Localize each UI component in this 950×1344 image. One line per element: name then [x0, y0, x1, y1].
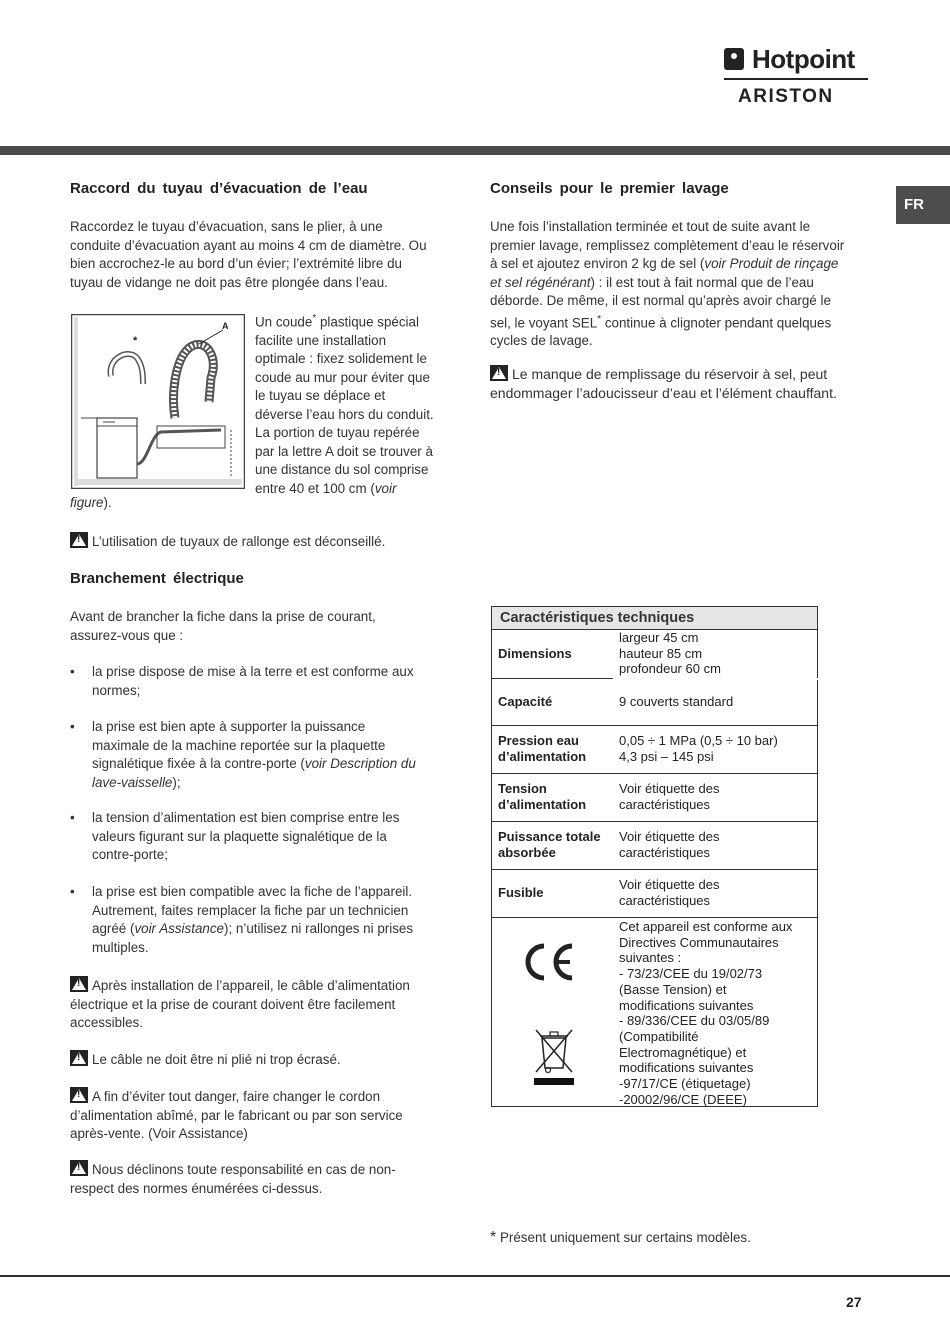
table-row	[492, 630, 817, 679]
text-line: déborde. De même, il est normal qu’après avoir chargé le	[490, 293, 831, 308]
warning-icon	[70, 1087, 88, 1103]
spec-label-line: Capacité	[498, 694, 553, 709]
list-item	[70, 718, 472, 792]
warning-text: Après installation de l’appareil, le câble d’alimentation	[92, 978, 410, 993]
compliance-line: (Compatibilité	[619, 1028, 699, 1044]
table-row	[492, 679, 817, 726]
text-span: ).	[103, 495, 112, 510]
spec-value	[619, 694, 733, 710]
text-span: signalétique fixée à la contre-porte (	[92, 756, 305, 771]
figure-caption-end	[70, 494, 112, 513]
table-row	[492, 822, 817, 870]
figure-star-label: *	[133, 335, 138, 347]
warning-icon	[70, 976, 88, 992]
compliance-line: modifications suivantes	[619, 997, 754, 1013]
compliance-line: -97/17/CE (étiquetage)	[619, 1076, 751, 1092]
text-line: par la lettre A doit se trouver à	[255, 443, 433, 459]
spec-value-line: 9 couverts standard	[619, 694, 734, 709]
spec-label-line: Fusible	[498, 885, 544, 900]
table-row	[492, 726, 817, 774]
warning-cable	[70, 1050, 460, 1070]
compliance-line: Directives Communautaires	[619, 934, 779, 950]
text-line	[490, 255, 880, 274]
spec-label-line: Dimensions	[498, 646, 572, 661]
spec-label-line: d’alimentation	[498, 797, 587, 812]
warning-icon	[70, 1050, 88, 1066]
compliance-line: -20002/96/CE (DEEE)	[619, 1091, 747, 1107]
drain-paragraph	[70, 218, 460, 292]
spec-value-line: profondeur 60 cm	[619, 661, 721, 677]
compliance-line: - 73/23/CEE du 19/02/73	[619, 966, 763, 982]
text-span: à sel et ajoutez environ 2 kg de sel (	[490, 256, 705, 271]
text-line: • la prise est bien compatible avec la fiche de l’appareil.	[92, 884, 413, 899]
text-span: );	[172, 774, 181, 790]
spec-label	[498, 733, 586, 765]
warning-text: L’utilisation de tuyaux de rallonge est déconseillé.	[92, 534, 386, 549]
figure-reference: voir	[374, 480, 397, 496]
logo-subbrand: ARISTON	[738, 86, 834, 107]
warning-text: Nous déclinons toute responsabilité en cas de non-	[92, 1162, 396, 1177]
text-line	[70, 1087, 460, 1107]
text-line: valeurs figurant sur la plaquette signalétique de la	[92, 828, 387, 844]
text-line: accessibles.	[70, 1015, 143, 1030]
text-line: contre-porte;	[92, 847, 168, 862]
warning-text: A fin d’éviter tout danger, faire changer le cordon	[92, 1089, 381, 1104]
reference-link: voir Assistance	[134, 921, 224, 936]
text-line	[70, 1160, 460, 1180]
warning-icon	[70, 532, 88, 548]
spec-value-line: Voir étiquette des	[619, 781, 720, 796]
text-line: premier lavage, remplissez complètement d’eau le réservoir	[490, 237, 845, 253]
table-row-compliance	[492, 918, 817, 1106]
ce-mark-icon	[520, 942, 576, 982]
warning-icon	[70, 1160, 88, 1176]
spec-label-line: Puissance totale	[498, 829, 601, 844]
spec-value-line: largeur 45 cm	[619, 630, 699, 645]
text-line: maximale de la machine reportée sur la plaquette	[92, 737, 386, 753]
figure-caption	[255, 310, 455, 498]
warning-cord	[70, 1087, 460, 1144]
warning-text: Le manque de remplissage du réservoir à sel, peut	[512, 366, 828, 382]
text-line	[490, 274, 880, 293]
spec-value-line: caractéristiques	[619, 796, 711, 812]
spec-value-line: Voir étiquette des	[619, 829, 720, 844]
compliance-line: modifications suivantes	[619, 1060, 754, 1076]
text-span: sel, le voyant SEL	[490, 314, 598, 330]
text-line: bien accrochez-le au bord d’un évier; l’extrémité libre du	[70, 256, 402, 271]
section-title-electrical: Branchement électrique	[70, 570, 244, 587]
page-number: 27	[846, 1294, 862, 1310]
text-line: La portion de tuyau repérée	[255, 425, 420, 441]
reference-link: et sel régénérant	[490, 274, 591, 290]
header-bar	[0, 146, 950, 155]
warning-icon	[490, 365, 508, 381]
table-row	[492, 870, 817, 918]
footnote-text: Présent uniquement sur certains modèles.	[499, 1230, 751, 1245]
logo-brand: Hotpoint	[752, 44, 855, 74]
spec-value-line: 0,05 ÷ 1 MPa (0,5 ÷ 10 bar)	[619, 733, 778, 748]
text-span: agréé (	[92, 921, 135, 936]
text-line: cycles de lavage.	[490, 333, 593, 349]
text-line: coude au mur pour éviter que	[255, 369, 430, 385]
list-item	[70, 663, 472, 700]
spec-label-line: Pression eau	[498, 733, 579, 748]
list-item	[70, 809, 472, 865]
text-line: électrique et la prise de courant doivent être facilement	[70, 996, 396, 1012]
spec-value-line: caractéristiques	[619, 892, 711, 908]
text-line: après-vente. (Voir Assistance)	[70, 1126, 248, 1141]
text-line	[70, 976, 460, 996]
logo-mark-icon	[724, 48, 744, 70]
warning-salt	[490, 365, 890, 402]
text-line: optimale : fixez solidement le	[255, 351, 427, 367]
text-line: • la prise dispose de mise à la terre et est conforme aux	[92, 664, 414, 679]
text-line: facilite une installation	[255, 332, 387, 348]
spec-value	[619, 781, 719, 812]
reference-link: voir Produit de rinçage	[704, 256, 839, 271]
warning-accessible	[70, 976, 460, 1033]
reference-link: lave-vaisselle	[92, 774, 173, 790]
warning-liability	[70, 1160, 460, 1198]
spec-label	[498, 781, 586, 813]
text-line: • la tension d’alimentation est bien comprise entre les	[92, 810, 400, 825]
spec-value	[619, 877, 719, 908]
text-line: une distance du sol comprise	[255, 462, 429, 478]
logo-divider	[724, 78, 868, 80]
asterisk: *	[490, 1229, 497, 1246]
spec-value	[619, 829, 719, 860]
text-line: normes;	[92, 682, 141, 698]
spec-value-line: Voir étiquette des	[619, 877, 720, 892]
electrical-intro	[70, 608, 460, 645]
text-line	[255, 480, 455, 499]
compliance-line: Electromagnétique) et	[619, 1044, 747, 1060]
footer-rule	[0, 1275, 950, 1277]
figure-reference: figure	[70, 495, 104, 510]
table-row	[492, 774, 817, 822]
figure-a-label: A	[222, 321, 229, 331]
text-line	[490, 365, 890, 384]
spec-value-line: caractéristiques	[619, 844, 711, 860]
table-title: Caractéristiques techniques	[492, 607, 817, 630]
spec-label-line: d’alimentation	[498, 749, 587, 764]
text-line: déverse l’eau hors du conduit.	[255, 406, 434, 422]
asterisk: *	[597, 313, 602, 325]
text-line	[92, 755, 472, 774]
warning-text: Le câble ne doit être ni plié ni trop écrasé.	[92, 1052, 341, 1067]
text-span: ) : il est tout à fait normal que de l’eau	[590, 274, 814, 290]
compliance-line: suivantes :	[619, 950, 682, 966]
hotpoint-ariston-logo	[724, 44, 870, 110]
footnote	[490, 1229, 890, 1248]
text-line	[92, 774, 472, 793]
section-title-first-wash: Conseils pour le premier lavage	[490, 180, 729, 197]
spec-label	[498, 646, 572, 662]
hose-illustration-icon	[71, 314, 245, 489]
compliance-line: Cet appareil est conforme aux	[619, 919, 793, 934]
text-line: respect des normes énumérées ci-dessus.	[70, 1180, 323, 1196]
spec-value-line: 4,3 psi – 145 psi	[619, 748, 714, 764]
spec-label	[498, 885, 544, 901]
warning-extension	[70, 532, 460, 552]
text-line: d’alimentation abîmé, par le fabricant ou par son service	[70, 1107, 403, 1123]
text-line: Raccordez le tuyau d’évacuation, sans le plier, à une	[70, 219, 383, 234]
compliance-line: - 89/336/CEE du 03/05/89	[619, 1013, 770, 1029]
text-line: conduite d’évacuation ayant au moins 4 cm de diamètre. Ou	[70, 237, 427, 253]
reference-link: voir Description du	[304, 756, 416, 771]
section-title-drain: Raccord du tuyau d’évacuation de l’eau	[70, 180, 368, 197]
text-line	[255, 310, 455, 332]
spec-label	[498, 694, 552, 710]
language-tab: FR	[896, 186, 950, 224]
technical-specs-table	[491, 606, 818, 1107]
text-line: multiples.	[92, 939, 149, 955]
text-line	[490, 311, 880, 333]
text-line: Autrement, faites remplacer la fiche par un technicien	[92, 902, 409, 918]
text-span: entre 40 et 100 cm (	[255, 480, 375, 496]
spec-label-line: absorbée	[498, 845, 556, 860]
spec-value-line: hauteur 85 cm	[619, 645, 703, 661]
compliance-text	[619, 919, 792, 1107]
spec-value	[619, 733, 778, 764]
asterisk: *	[312, 313, 317, 324]
spec-value	[619, 630, 721, 677]
text-span: continue à clignoter pendant quelques	[601, 314, 832, 330]
spec-label-line: Tension	[498, 781, 547, 796]
text-line: Avant de brancher la fiche dans la prise de courant,	[70, 609, 376, 624]
text-span: plastique spécial	[316, 314, 419, 330]
text-line: endommager l’adoucisseur d’eau et l’élément chauffant.	[490, 384, 837, 401]
text-line: • la prise est bien apte à supporter la puissance	[92, 719, 366, 734]
text-line: assurez-vous que :	[70, 627, 184, 643]
list-item	[70, 883, 472, 957]
text-line: Une fois l’installation terminée et tout de suite avant le	[490, 219, 811, 234]
first-wash-paragraph	[490, 218, 880, 351]
text-line: tuyau de vidange ne doit pas être plongée dans l’eau.	[70, 274, 388, 290]
spec-label	[498, 829, 601, 861]
drain-hose-figure	[71, 314, 245, 489]
weee-bin-icon	[532, 1026, 576, 1086]
text-line	[92, 920, 472, 939]
text-span: Un coude	[255, 314, 313, 330]
text-span: ); n’utilisez ni rallonges ni prises	[224, 921, 414, 936]
compliance-line: (Basse Tension) et	[619, 981, 727, 997]
text-line: le tuyau se déplace et	[255, 388, 386, 404]
